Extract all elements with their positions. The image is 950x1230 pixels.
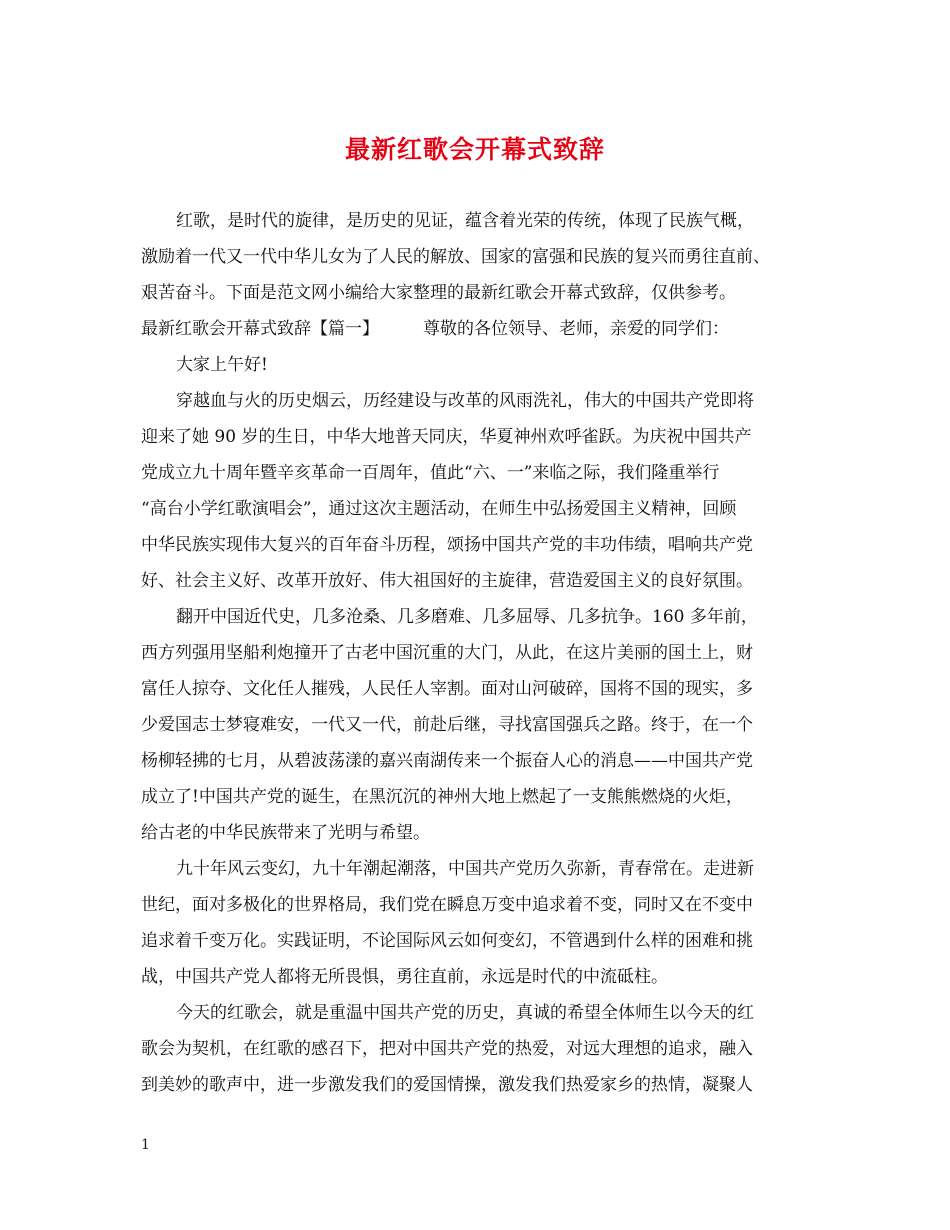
text-line: 翻开中国近代史，几多沧桑、几多磨难、几多屈辱、几多抗争。160 多年前， <box>176 607 758 627</box>
text-line: 今天的红歌会，就是重温中国共产党的历史，真诚的希望全体师生以今天的红 <box>176 1003 754 1023</box>
document-body <box>141 203 814 1103</box>
text-line: 穿越血与火的历史烟云，历经建设与改革的风雨洗礼，伟大的中国共产党即将 <box>176 391 754 411</box>
text-line: 红歌，是时代的旋律，是历史的见证，蕴含着光荣的传统，体现了民族气概， <box>176 211 754 231</box>
page-number: 1 <box>141 1137 150 1153</box>
greeting-line: 大家上午好! <box>176 355 268 375</box>
text-line: 西方列强用坚船利炮撞开了古老中国沉重的大门，从此，在这片美丽的国土上，财 <box>141 643 753 663</box>
text-line: 成立了!中国共产党的诞生，在黑沉沉的神州大地上燃起了一支熊熊燃烧的火炬， <box>141 787 743 807</box>
text-line: “高台小学红歌演唱会”，通过这次主题活动，在师生中弘扬爱国主义精神，回顾 <box>141 499 737 519</box>
text-line: 少爱国志士梦寝难安，一代又一代，前赴后继，寻找富国强兵之路。终于，在一个 <box>141 715 753 735</box>
text-line: 杨柳轻拂的七月，从碧波荡漾的嘉兴南湖传来一个振奋人心的消息——中国共产党 <box>141 751 753 771</box>
text-line: 迎来了她 90 岁的生日，中华大地普天同庆，华夏神州欢呼雀跃。为庆祝中国共产 <box>141 427 752 447</box>
text-line: 好、社会主义好、改革开放好、伟大祖国好的主旋律，营造爱国主义的良好氛围。 <box>141 571 753 591</box>
text-line: 中华民族实现伟大复兴的百年奋斗历程，颂扬中国共产党的丰功伟绩，唱响共产党 <box>141 535 753 555</box>
text-line: 富任人掠夺、文化任人摧残，人民任人宰割。面对山河破碎，国将不国的现实，多 <box>141 679 753 699</box>
text-line: 激励着一代又一代中华儿女为了人民的解放、国家的富强和民族的复兴而勇往直前、 <box>141 247 770 267</box>
text-line: 给古老的中华民族带来了光明与希望。 <box>141 823 430 843</box>
text-line: 到美妙的歌声中，进一步激发我们的爱国情操，激发我们热爱家乡的热情，凝聚人 <box>141 1075 753 1095</box>
text-line: 艰苦奋斗。下面是范文网小编给大家整理的最新红歌会开幕式致辞，仅供参考。 <box>141 283 736 303</box>
text-line: 世纪，面对多极化的世界格局，我们党在瞬息万变中追求着不变，同时又在不变中 <box>141 895 753 915</box>
section-heading: 最新红歌会开幕式致辞【篇一】 <box>141 319 379 339</box>
text-line: 追求着千变万化。实践证明，不论国际风云如何变幻，不管遇到什么样的困难和挑 <box>141 931 753 951</box>
document-title: 最新红歌会开幕式致辞 <box>344 135 605 164</box>
text-line: 歌会为契机，在红歌的感召下，把对中国共产党的热爱，对远大理想的追求，融入 <box>141 1039 753 1059</box>
text-line: 九十年风云变幻，九十年潮起潮落，中国共产党历久弥新，青春常在。走进新 <box>176 859 754 879</box>
section-heading-line <box>141 311 814 347</box>
text-line: 战，中国共产党人都将无所畏惧，勇往直前，永远是时代的中流砥柱。 <box>141 967 668 987</box>
salutation: 尊敬的各位领导、老师，亲爱的同学们： <box>423 319 729 339</box>
text-line: 党成立九十周年暨辛亥革命一百周年，值此“六、一”来临之际，我们隆重举行 <box>141 463 720 483</box>
